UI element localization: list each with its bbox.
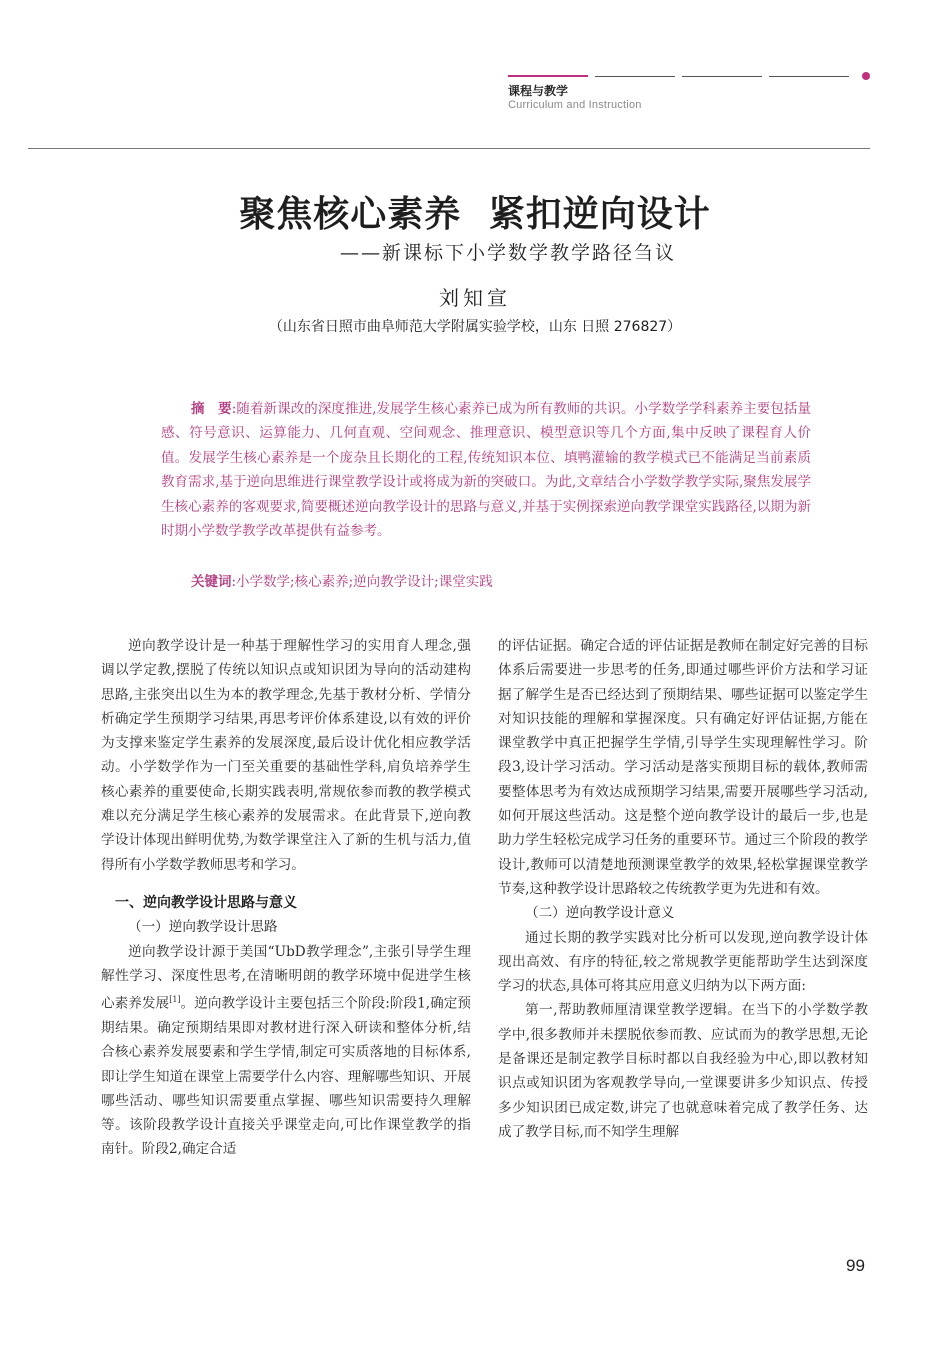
paragraph-intro: 逆向教学设计是一种基于理解性学习的实用育人理念,强调以学定教,摆脱了传统以知识点或知识团为导向的活动建构思路,主张突出以生为本的教学理念,先基于教材分析、学情分析确定学生预期学习结果,再思考评价体系建设,以有效的评价为支撑来鉴定学生素养的发展深度,最后设计优化相应教学活动。小学数学作为一门至关重要的基础性学科,肩负培养学生核心素养的重要使命,长期实践表明,常规依参而教的教学模式难以充分满足学生核心素养的发展需求。在此背景下,逆向教学设计体现出鲜明优势,为数学课堂注入了新的生机与活力,值得所有小学数学教师思考和学习。 <box>101 638 471 873</box>
section-title-en: Curriculum and Instruction <box>508 99 642 111</box>
header-dot-icon <box>862 72 870 80</box>
article-subtitle: ——新课标下小学数学教学路径刍议 <box>340 242 677 264</box>
header-accent-line <box>508 75 588 77</box>
author-affiliation: （山东省日照市曲阜师范大学附属实验学校，山东 日照 276827） <box>268 319 682 335</box>
paragraph-design-stages: 逆向教学设计源于美国“UbD教学理念”,主张引导学生理解性学习、深度性思考,在清晰明朗的教学环境中促进学生核心素养发展[1]。逆向教学设计主要包括三个阶段:阶段1,确定预期结果。确定预期结果即对教材进行深入研读和整体分析,结合核心素养发展要素和学生学情,制定可实质落地的目标体系,即让学生知道在课堂上需要学什么内容、理解哪些知识、开展哪些活动、哪些知识需要重点掌握、哪些知识需要持久理解等。该阶段教学设计直接关乎课堂走向,可比作课堂教学的指南针。阶段2,确定合适 <box>101 943 471 1158</box>
abstract-label: 摘 要 <box>191 401 232 417</box>
keywords-label: 关键词 <box>191 574 232 590</box>
paragraph-significance: 通过长期的教学实践对比分析可以发现,逆向教学设计体现出高效、有序的特征,较之常规教学更能帮助学生达到深度学习的状态,具体可将其应用意义归纳为以下两方面: <box>498 929 868 995</box>
page-number: 99 <box>846 1256 865 1275</box>
keywords <box>191 570 493 590</box>
keywords-text: :小学数学;核心素养;逆向教学设计;课堂实践 <box>231 574 493 590</box>
subsection-heading-1-1: （一）逆向教学设计思路 <box>128 919 278 936</box>
citation-ref: [1] <box>169 995 181 1005</box>
section-title-zh: 课程与教学 <box>508 84 569 98</box>
header-line <box>682 76 762 77</box>
body-column-right <box>498 634 868 1144</box>
paragraph-first-point: 第一,帮助教师厘清课堂教学逻辑。在当下的小学数学教学中,很多教师并未摆脱依参而教、应试而为的教学思想,无论是备课还是制定教学目标时都以自我经验为中心,即以教材知识点或知识团为客观教学导向,一堂课要讲多少知识点、传授多少知识团已成定数,讲完了也就意味着完成了教学任务、达成了教学目标,而不知学生理解 <box>498 1002 868 1140</box>
body-column-left <box>101 634 471 1162</box>
author-name: 刘知宣 <box>439 286 511 310</box>
abstract <box>161 397 811 543</box>
subsection-heading-1-2: （二）逆向教学设计意义 <box>525 905 675 922</box>
paragraph-continued: 的评估证据。确定合适的评估证据是教师在制定好完善的目标体系后需要进一步思考的任务,即通过哪些评价方法和学习证据了解学生是否已经达到了预期结果、哪些证据可以鉴定学生对知识技能的理解和掌握深度。只有确定好评估证据,方能在课堂教学中真正把握学生学情,引导学生实现理解性学习。阶段3,设计学习活动。学习活动是落实预期目标的载体,教师需要整体思考为有效达成预期学习结果,需要开展哪些学习活动,如何开展这些活动。这是整个逆向教学设计的最后一步,也是助力学生轻松完成学习任务的重要环节。通过三个阶段的教学设计,教师可以清楚地预测课堂教学的效果,轻松掌握课堂教学节奏,这种教学设计思路较之传统教学更为先进和有效。 <box>498 638 868 897</box>
section-heading-1: 一、逆向教学设计思路与意义 <box>115 894 297 911</box>
article-title: 聚焦核心素养 紧扣逆向设计 <box>239 194 711 235</box>
header-rule <box>28 148 870 149</box>
header-line <box>595 76 675 77</box>
header-line <box>769 76 849 77</box>
abstract-text: :随着新课改的深度推进,发展学生核心素养已成为所有教师的共识。小学数学学科素养主要包括量感、符号意识、运算能力、几何直观、空间观念、推理意识、模型意识等几个方面,集中反映了课程育人价值。发展学生核心素养是一个庞杂且长期化的工程,传统知识本位、填鸭灌输的教学模式已不能满足当前素质教育需求,基于逆向思维进行课堂教学设计或将成为新的突破口。为此,文章结合小学数学教学实际,聚焦发展学生核心素养的客观要求,简要概述逆向教学设计的思路与意义,并基于实例探索逆向教学课堂实践路径,以期为新时期小学数学教学改革提供有益参考。 <box>161 401 812 540</box>
